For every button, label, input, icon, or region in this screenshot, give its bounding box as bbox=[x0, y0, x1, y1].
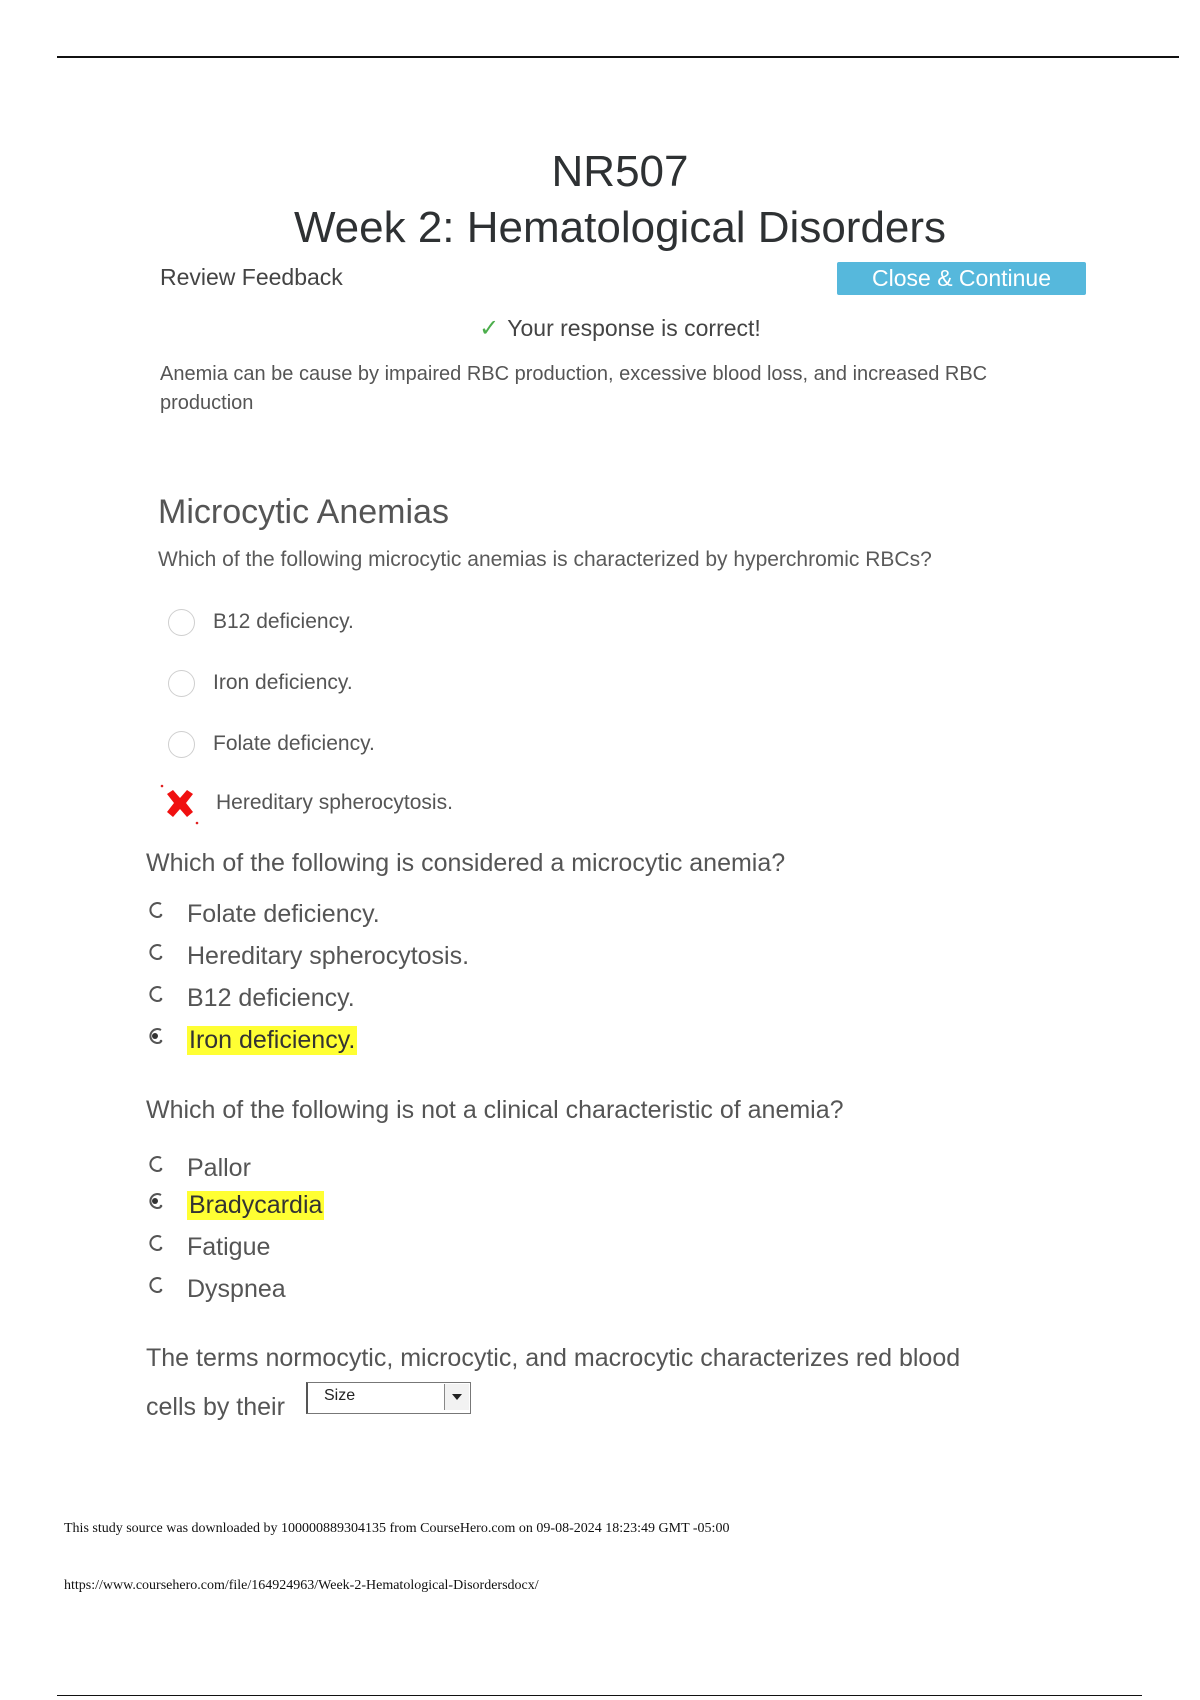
option-label: Folate deficiency. bbox=[213, 732, 375, 755]
section-title: Microcytic Anemias bbox=[158, 493, 449, 531]
review-feedback-label: Review Feedback bbox=[160, 264, 343, 290]
incorrect-x-icon bbox=[158, 783, 198, 823]
source-url[interactable]: https://www.coursehero.com/file/164924963/Week-2-Hematological-Disordersdocx/ bbox=[64, 1578, 539, 1593]
radio-button-selected[interactable] bbox=[146, 1026, 166, 1046]
q2-option-folate[interactable] bbox=[146, 897, 380, 931]
question-3-prompt: Which of the following is not a clinical characteristic of anemia? bbox=[146, 1096, 844, 1124]
option-label: Hereditary spherocytosis. bbox=[216, 791, 453, 814]
course-code: NR507 bbox=[551, 147, 689, 196]
q1-option-b12[interactable] bbox=[168, 607, 354, 637]
bottom-rule bbox=[57, 1695, 1142, 1696]
option-label: Dyspnea bbox=[187, 1274, 286, 1303]
close-continue-button[interactable]: Close & Continue bbox=[837, 262, 1086, 295]
download-note: This study source was downloaded by 100000889304135 from CourseHero.com on 09-08-2024 18:23:49 GMT -05:00 bbox=[64, 1521, 730, 1536]
option-label-highlighted: Iron deficiency. bbox=[189, 1025, 356, 1054]
q1-option-spherocytosis[interactable] bbox=[168, 788, 453, 818]
radio-button[interactable] bbox=[146, 984, 166, 1004]
radio-button-selected[interactable] bbox=[146, 1191, 166, 1211]
chevron-down-icon[interactable] bbox=[444, 1384, 469, 1410]
option-label: Folate deficiency. bbox=[187, 899, 380, 928]
option-label: Pallor bbox=[187, 1153, 251, 1182]
q2-option-iron[interactable] bbox=[146, 1023, 357, 1057]
checkmark-icon: ✓ bbox=[479, 315, 500, 342]
q1-option-folate[interactable] bbox=[168, 729, 375, 759]
feedback-explanation: Anemia can be cause by impaired RBC production, excessive blood loss, and increased RBC production bbox=[160, 363, 988, 414]
radio-button[interactable] bbox=[168, 731, 195, 758]
option-label: B12 deficiency. bbox=[213, 610, 354, 633]
q2-option-b12[interactable] bbox=[146, 981, 355, 1015]
radio-button[interactable] bbox=[146, 900, 166, 920]
option-label: Iron deficiency. bbox=[213, 671, 353, 694]
radio-button[interactable] bbox=[146, 1233, 166, 1253]
q3-option-pallor[interactable] bbox=[146, 1151, 251, 1185]
top-rule bbox=[57, 56, 1179, 58]
page-title: Week 2: Hematological Disorders bbox=[293, 203, 947, 252]
option-label: Fatigue bbox=[187, 1232, 271, 1261]
radio-button[interactable] bbox=[168, 670, 195, 697]
radio-button[interactable] bbox=[146, 1154, 166, 1174]
q1-option-iron[interactable] bbox=[168, 668, 353, 698]
radio-button[interactable] bbox=[168, 609, 195, 636]
q3-option-bradycardia[interactable] bbox=[146, 1188, 324, 1222]
q2-option-spherocytosis[interactable] bbox=[146, 939, 469, 973]
answer-dropdown[interactable] bbox=[306, 1382, 471, 1414]
option-label: Hereditary spherocytosis. bbox=[187, 941, 470, 970]
option-label-highlighted: Bradycardia bbox=[189, 1190, 323, 1219]
radio-button[interactable] bbox=[146, 942, 166, 962]
dropdown-selected-value: Size bbox=[324, 1387, 356, 1404]
question-2-prompt: Which of the following is considered a microcytic anemia? bbox=[146, 849, 786, 877]
q3-option-dyspnea[interactable] bbox=[146, 1272, 286, 1306]
question-4-prompt-line2: cells by their bbox=[146, 1393, 285, 1421]
feedback-message bbox=[0, 314, 1200, 343]
radio-button[interactable] bbox=[146, 1275, 166, 1295]
question-1-prompt: Which of the following microcytic anemias is characterized by hyperchromic RBCs? bbox=[158, 548, 932, 571]
option-label: B12 deficiency. bbox=[187, 983, 355, 1012]
question-4-prompt-line1: The terms normocytic, microcytic, and macrocytic characterizes red blood bbox=[146, 1344, 961, 1372]
feedback-text: Your response is correct! bbox=[507, 315, 761, 341]
q3-option-fatigue[interactable] bbox=[146, 1230, 270, 1264]
